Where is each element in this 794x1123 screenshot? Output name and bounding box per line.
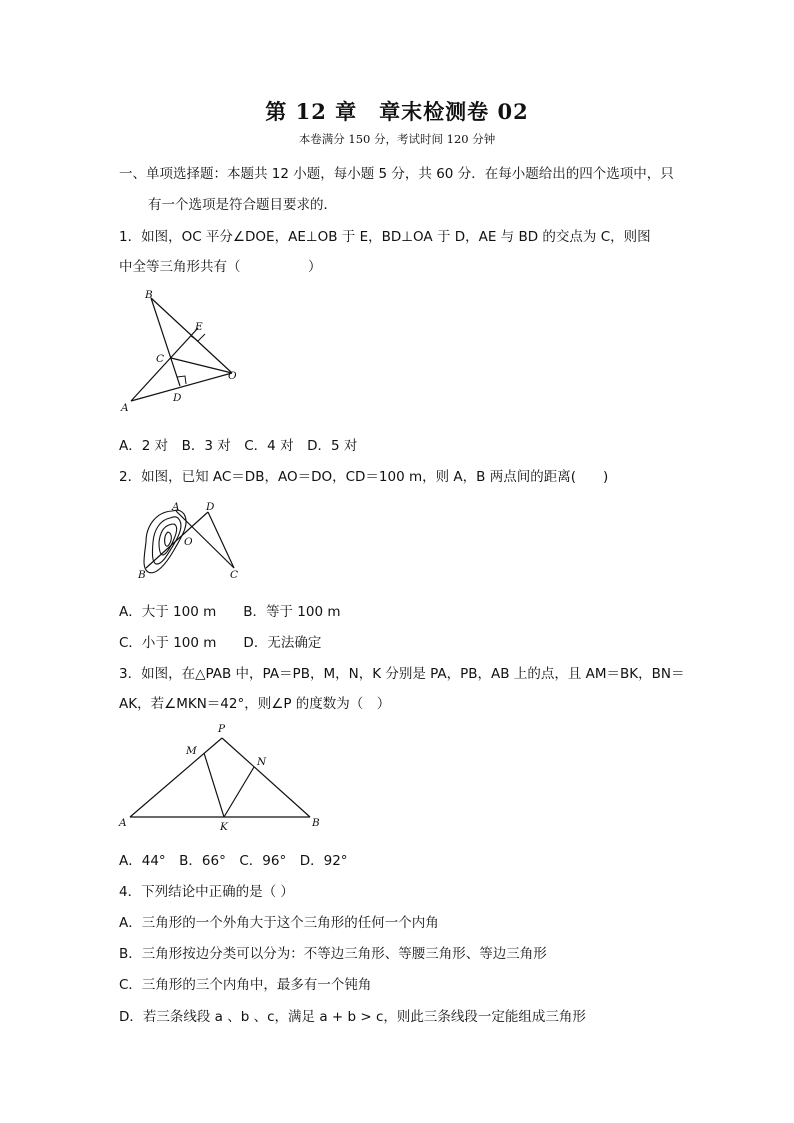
q1-label-b: B [145, 289, 153, 301]
q3-stem-line1: 3．如图，在△PAB 中，PA＝PB，M，N，K 分别是 PA，PB，AB 上的点，且 AM＝BK，BN＝ [119, 666, 685, 682]
q1-stem-line1: 1．如图，OC 平分∠DOE，AE⊥OB 于 E，BD⊥OA 于 D，AE 与 BD 的交点为 C，则图 [119, 229, 651, 245]
q3-label-n: N [257, 756, 267, 768]
q1-label-a: A [121, 402, 129, 414]
q3-figure [116, 718, 328, 836]
q1-stem-line2: 中全等三角形共有（ ） [119, 259, 322, 275]
q3-label-m: M [186, 745, 197, 757]
q1-label-o: O [228, 370, 237, 382]
q4-option-a: A．三角形的一个外角大于这个三角形的任何一个内角 [119, 915, 439, 931]
q1-label-d: D [173, 392, 182, 404]
q2-line-dc [208, 512, 234, 568]
q1-figure [118, 284, 248, 416]
q3-stem-line2: AK，若∠MKN＝42°，则∠P 的度数为（ ） [119, 696, 391, 712]
q3-options: A．44° B．66° C．96° D．92° [119, 853, 348, 869]
q2-label-o: O [184, 536, 193, 548]
q3-label-a: A [119, 817, 127, 829]
q2-options-cd: C．小于 100 m D．无法确定 [119, 635, 322, 651]
q3-segment-mk [204, 753, 224, 817]
q2-label-b: B [138, 569, 146, 581]
q3-label-k: K [220, 821, 228, 833]
q1-line-co [171, 358, 232, 373]
q2-line-db [146, 512, 208, 568]
q4-option-c: C．三角形的三个内角中，最多有一个钝角 [119, 977, 372, 993]
q1-label-e: E [195, 321, 203, 333]
q4-stem: 4．下列结论中正确的是（ ） [119, 884, 294, 900]
q3-side-pa [130, 738, 222, 817]
q3-segment-kn [224, 767, 254, 817]
q2-figure [134, 496, 246, 584]
q3-side-pb [222, 738, 310, 817]
q2-options-ab: A．大于 100 m B．等于 100 m [119, 604, 341, 620]
q3-label-p: P [218, 723, 226, 735]
q2-label-c: C [230, 569, 239, 581]
page-subtitle: 本卷满分 150 分，考试时间 120 分钟 [298, 132, 496, 146]
section-instructions-line1: 一、单项选择题：本题共 12 小题，每小题 5 分，共 60 分．在每小题给出的四个选项中，只 [119, 166, 674, 182]
q4-option-d: D．若三条线段 a 、b 、c，满足 a + b > c，则此三条线段一定能组成三角形 [119, 1009, 586, 1025]
q2-label-d: D [206, 501, 215, 513]
q2-label-a: A [172, 501, 180, 513]
q2-stem: 2．如图，已知 AC＝DB，AO＝DO，CD＝100 m，则 A，B 两点间的距离( ) [119, 469, 609, 485]
q4-option-b: B．三角形按边分类可以分为：不等边三角形、等腰三角形、等边三角形 [119, 946, 547, 962]
q3-label-b: B [312, 817, 320, 829]
section-instructions-line2: 有一个选项是符合题目要求的． [148, 197, 337, 213]
q1-line-ao [131, 373, 232, 401]
page-title: 第 12 章 章末检测卷 02 [265, 99, 529, 124]
q1-right-angle-e [191, 334, 205, 341]
q1-options: A．2 对 B．3 对 C．4 对 D．5 对 [119, 438, 358, 454]
q1-label-c: C [156, 353, 165, 365]
